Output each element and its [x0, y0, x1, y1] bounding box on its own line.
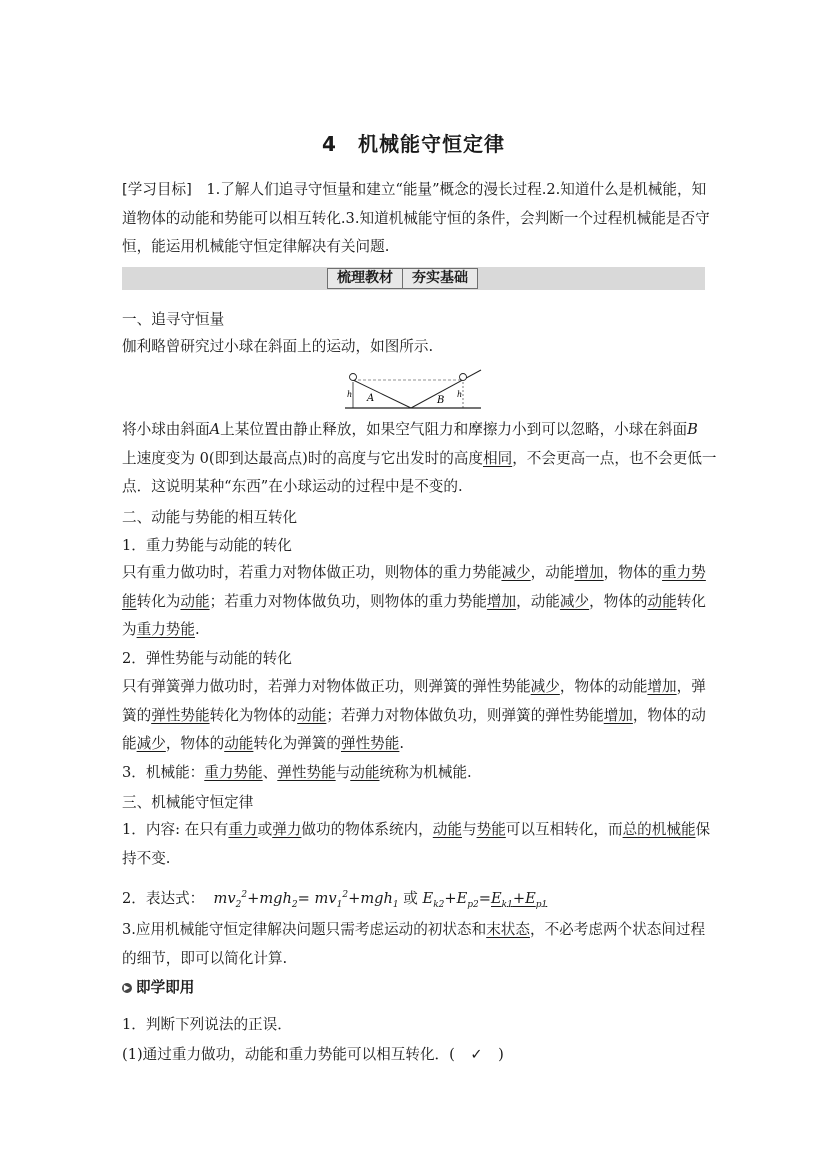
- mechanical-energy-definition: 3．机械能：重力势能、弹性势能与动能统称为机械能.: [122, 764, 472, 781]
- banner-left-label: 梳理教材: [337, 270, 393, 286]
- objectives-line: 恒，能运用机械能守恒定律解决有关问题.: [122, 238, 390, 256]
- ball-start: [350, 374, 357, 381]
- banner-right-label: 夯实基础: [402, 269, 477, 288]
- incline-label-a: A: [367, 393, 375, 404]
- objectives-line: 1.了解人们追寻守恒量和建立“能量”概念的漫长过程.2.知道什么是机械能，知: [206, 181, 707, 198]
- law-content-paragraph: 1．内容: 在只有重力或弹力做功的物体系统内，动能与势能可以互相转化，而总的机械能保 持不变.: [122, 821, 711, 867]
- section-heading: 三、机械能守恒定律: [122, 794, 254, 811]
- objectives-line: 道物体的动能和势能可以相互转化.3.知道机械能守恒的条件，会判断一个过程机械能是否守: [122, 209, 710, 227]
- section-intro: 伽利略曾研究过小球在斜面上的运动，如图所示.: [122, 338, 434, 355]
- ball-end: [460, 374, 467, 381]
- height-label-left: h: [347, 390, 353, 399]
- formula-left: $mv_2^2+mgh_2$: [208, 889, 298, 910]
- application-paragraph: 3.应用机械能守恒定律解决问题只需考虑运动的初状态和末状态，不必考虑两个状态间过程 的细节，即可以简化计算.: [122, 921, 706, 967]
- elastic-conversion-paragraph: 只有弹簧弹力做功时，若弹力对物体做正功，则弹簧的弹性势能减少，物体的动能增加，弹 簧的弹性势能转化为物体的动能；若弹力对物体做负功，则弹簧的弹性势能增加，物体的动 能减少，物体的动能转化为弹簧的弹性势能.: [122, 678, 706, 753]
- section-heading: 二、动能与势能的相互转化: [122, 509, 298, 526]
- checkmark-icon: ✓: [470, 1046, 483, 1063]
- galileo-paragraph: 将小球由斜面A上某位置由静止释放，如果空气阻力和摩擦力小到可以忽略，小球在斜面B 上速度变为 0(即到达最高点)时的高度与它出发时的高度相同，不会更高一点，也不会更低一 点．这说明某种“东西”在小球运动的过程中是不变的.: [122, 421, 717, 496]
- circle-arrow-icon: ▶: [123, 983, 131, 992]
- page-title: 4 机械能守恒定律: [322, 132, 505, 156]
- formula-right: $mv_1^2+mgh_1$: [314, 889, 399, 910]
- subsection-heading: 1．重力势能与动能的转化: [122, 537, 292, 554]
- section-banner: [122, 267, 705, 290]
- question-heading: 1．判断下列说法的正误．: [122, 1016, 292, 1033]
- height-label-right: h: [457, 390, 463, 399]
- incline-figure: [343, 368, 483, 412]
- formula-energy: $E_{k2}+E_{p2}=E_{k1}+E_{p1}$: [422, 889, 548, 910]
- incline-label-b: B: [437, 395, 445, 406]
- learning-objectives: [122, 176, 710, 262]
- section-heading: 一、追寻守恒量: [122, 311, 225, 328]
- section-banner-box: [327, 268, 478, 289]
- practice-marker: ▶ 即学即用: [123, 979, 195, 996]
- objectives-label: [学习目标]: [122, 181, 192, 198]
- gravity-conversion-paragraph: 只有重力做功时，若重力对物体做正功，则物体的重力势能减少，动能增加，物体的重力势 能转化为动能；若重力对物体做负功，则物体的重力势能增加，动能减少，物体的动能转化 为重力势能.: [122, 564, 706, 639]
- expression-line: 2．表达式： $mv_2^2+mgh_2= mv_1^2+mgh_1$ 或 $E_{k2}+E_{p2}=E_{k1}+E_{p1}$: [122, 889, 548, 910]
- question-item: (1)通过重力做功，动能和重力势能可以相互转化．( ✓ ): [122, 1044, 504, 1066]
- subsection-heading: 2．弹性势能与动能的转化: [122, 650, 292, 667]
